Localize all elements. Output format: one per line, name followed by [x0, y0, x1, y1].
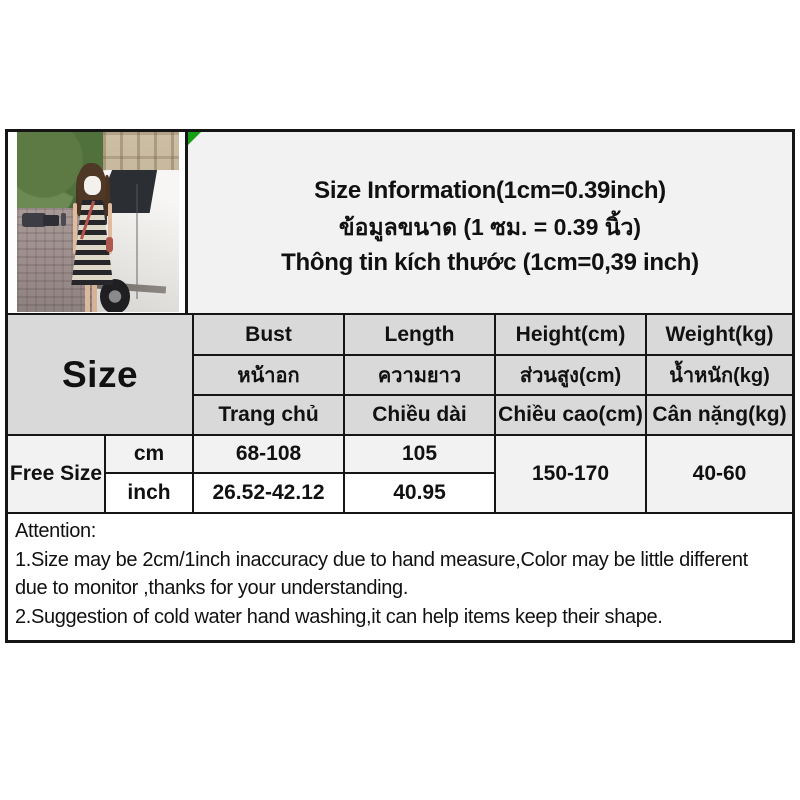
model-figure [70, 163, 114, 312]
title-english: Size Information(1cm=0.39inch) [314, 176, 666, 204]
length-value-inch: 40.95 [344, 473, 495, 512]
product-photo [17, 132, 179, 312]
parked-car [43, 215, 59, 226]
col-height-vi: Chiều cao(cm) [495, 395, 646, 435]
length-value-cm: 105 [344, 435, 495, 473]
title-thai: ข้อมูลขนาด (1 ซม. = 0.39 นิ้ว) [338, 213, 642, 240]
col-height-th: ส่วนสูง(cm) [495, 355, 646, 395]
row-free-size-cm [8, 435, 792, 473]
bust-value-cm: 68-108 [193, 435, 344, 473]
col-weight-vi: Cân nặng(kg) [646, 395, 792, 435]
attention-notes [8, 512, 792, 640]
attention-heading: Attention: [15, 520, 97, 542]
col-length-vi: Chiều dài [344, 395, 495, 435]
col-weight-en: Weight(kg) [646, 315, 792, 355]
suv-door-seam [136, 184, 138, 299]
unit-inch: inch [105, 473, 193, 512]
photo-cell [8, 132, 188, 313]
col-length-en: Length [344, 315, 495, 355]
model-leg [92, 285, 96, 312]
model-leg [85, 285, 89, 312]
header-row-english [8, 315, 792, 355]
free-size-label: Free Size [8, 435, 105, 512]
col-length-th: ความยาว [344, 355, 495, 395]
top-row [8, 132, 792, 315]
col-bust-en: Bust [193, 315, 344, 355]
face-mask [84, 176, 101, 195]
title-vietnamese: Thông tin kích thước (1cm=0,39 inch) [281, 248, 699, 276]
size-header: Size [8, 315, 193, 435]
attention-note-1: 1.Size may be 2cm/1inch inaccuracy due to hand measure,Color may be little different due to monitor ,thanks for your understanding. [15, 548, 748, 599]
col-weight-th: น้ำหนัก(kg) [646, 355, 792, 395]
col-height-en: Height(cm) [495, 315, 646, 355]
attention-note-2: 2.Suggestion of cold water hand washing,it can help items keep their shape. [15, 605, 663, 628]
weight-range: 40-60 [646, 435, 792, 512]
height-range: 150-170 [495, 435, 646, 512]
crossbody-bag [106, 237, 113, 252]
size-info-sheet [5, 129, 795, 643]
green-corner-flag-icon [188, 132, 201, 145]
bust-value-inch: 26.52-42.12 [193, 473, 344, 512]
unit-cm: cm [105, 435, 193, 473]
title-cell [188, 132, 792, 313]
col-bust-th: หน้าอก [193, 355, 344, 395]
col-bust-vi: Trang chủ [193, 395, 344, 435]
size-table [8, 315, 792, 512]
distant-pedestrian [61, 213, 66, 226]
